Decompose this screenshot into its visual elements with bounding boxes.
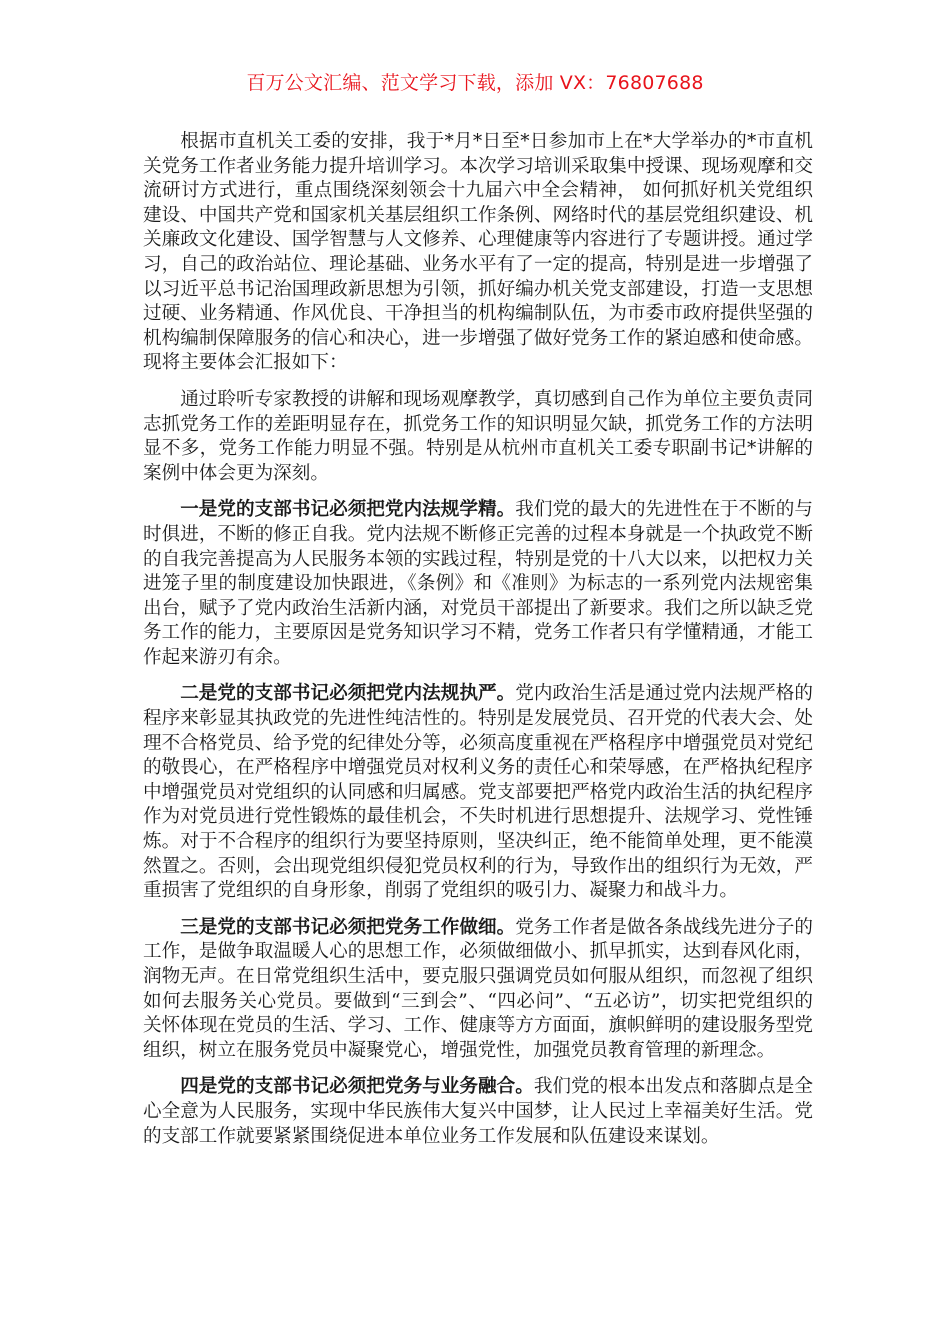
paragraph-intro (143, 130, 813, 376)
paragraph-point-2 (143, 682, 813, 903)
paragraph-text: 党内政治生活是通过党内法规严格的程序来彰显其执政党的先进性纯洁性的。特别是发展党员、召开党的代表大会、处理不合格党员、给予党的纪律处分等，必须高度重视在严格程序中增强党员对党纪的敬畏心，在严格程序中增强党员对权利义务的责任心和荣辱感，在严格执纪程序中增强党员对党组织的认同感和归属感。党支部要把严格党内政治生活的执纪程序作为对党员进行党性锻炼的最佳机会，不失时机进行思想提升、法规学习、党性锤炼。对于不合程序的组织行为要坚持原则，坚决纠正，绝不能简单处理，更不能漠然置之。否则，会出现党组织侵犯党员权利的行为，导致作出的组织行为无效，严重损害了党组织的自身形象，削弱了党组织的吸引力、凝聚力和战斗力。 (143, 683, 813, 902)
paragraph-text: 我们党的根本出发点和落脚点是全心全意为人民服务，实现中华民族伟大复兴中国梦，让人民过上幸福美好生活。党的支部工作就要紧紧围绕促进本单位业务工作发展和队伍建设来谋划。 (143, 1076, 813, 1147)
paragraph-point-1 (143, 498, 813, 670)
paragraph-text: 我们党的最大的先进性在于不断的与时俱进，不断的修正自我。党内法规不断修正完善的过程本身就是一个执政党不断的自我完善提高为人民服务本领的实践过程，特别是党的十八大以来，以把权力关进笼子里的制度建设加快跟进，《条例》和《准则》为标志的一系列党内法规密集出台，赋予了党内政治生活新内涵，对党员干部提出了新要求。我们之所以缺乏党务工作的能力，主要原因是党务知识学习不精，党务工作者只有学懂精通，才能工作起来游刃有余。 (143, 499, 813, 668)
download-banner: 百万公文汇编、范文学习下载，添加 VX：76807688 (246, 72, 704, 94)
document-body (143, 130, 813, 1161)
paragraph-reflection (143, 388, 813, 486)
paragraph-text: 根据市直机关工委的安排，我于*月*日至*日参加市上在*大学举办的*市直机关党务工作者业务能力提升培训学习。本次学习培训采取集中授课、现场观摩和交流研讨方式进行，重点围绕深刻领会十九届六中全会精神， 如何抓好机关党组织建设、中国共产党和国家机关基层组织工作条例、网络时代的基层党组织建设、机关廉政文化建设、国学智慧与人文修养、心理健康等内容进行了专题讲授。通过学习，自己的政治站位、理论基础、业务水平有了一定的提高，特别是进一步增强了以习近平总书记治国理政新思想为引领，抓好编办机关党支部建设，打造一支思想过硬、业务精通、作风优良、干净担当的机构编制队伍，为市委市政府提供坚强的机构编制保障服务的信心和决心，进一步增强了做好党务工作的紧迫感和使命感。现将主要体会汇报如下： (143, 131, 813, 374)
paragraph-point-3 (143, 916, 813, 1064)
paragraph-text: 通过聆听专家教授的讲解和现场观摩教学，真切感到自己作为单位主要负责同志抓党务工作的差距明显存在，抓党务工作的知识明显欠缺，抓党务工作的方法明显不多，党务工作能力明显不强。特别是从杭州市直机关工委专职副书记*讲解的案例中体会更为深刻。 (143, 388, 813, 484)
paragraph-lead: 二是党的支部书记必须把党内法规执严。 (180, 683, 516, 705)
paragraph-lead: 四是党的支部书记必须把党务与业务融合。 (180, 1076, 534, 1098)
paragraph-text: 党务工作者是做各条战线先进分子的工作，是做争取温暖人心的思想工作，必须做细做小、抓早抓实，达到春风化雨，润物无声。在日常党组织生活中，要克服只强调党员如何服从组织，而忽视了组织如何去服务关心党员。要做到“三到会”、“四必问”、“五必访”，切实把党组织的关怀体现在党员的生活、学习、工作、健康等方方面面，旗帜鲜明的建设服务型党组织，树立在服务党员中凝聚党心，增强党性，加强党员教育管理的新理念。 (143, 916, 813, 1061)
paragraph-lead: 三是党的支部书记必须把党务工作做细。 (180, 916, 516, 938)
paragraph-point-4 (143, 1075, 813, 1149)
paragraph-lead: 一是党的支部书记必须把党内法规学精。 (180, 499, 516, 521)
